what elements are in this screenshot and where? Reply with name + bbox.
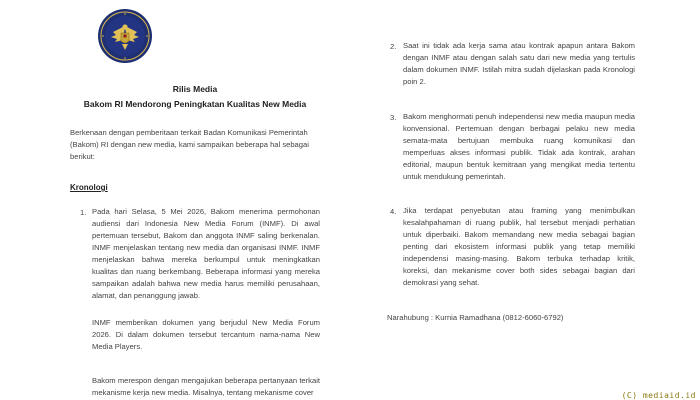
contact-person: Narahubung : Kurnia Ramadhana (0812-6060-6792) <box>387 313 564 322</box>
list-number-1: 1. <box>80 208 87 217</box>
kronologi-heading: Kronologi <box>70 183 108 192</box>
list-number-3: 3. <box>390 113 397 122</box>
kronologi-item-2-paragraph: Saat ini tidak ada kerja sama atau kontrak apapun antara Bakom dengan INMF atau dengan salah satu dari new media yang tertulis dalam dokumen INMF. Istilah mitra sudah dijelaskan pada Kronologi poin 2. <box>403 41 635 86</box>
list-number-2: 2. <box>390 42 397 51</box>
intro-paragraph: Berkenaan dengan pemberitaan terkait Badan Komunikasi Pemerintah (Bakom) RI dengan new media, kami sampaikan beberapa hal sebagai berikut: <box>70 128 309 161</box>
watermark: (C) mediaid.id <box>621 391 696 400</box>
kronologi-item-1-paragraph-2: INMF memberikan dokumen yang berjudul New Media Forum 2026. Di dalam dokumen tersebut tercantum nama-nama New Media Players. <box>92 318 320 351</box>
garuda-emblem-logo <box>97 8 153 64</box>
release-subtitle: Bakom RI Mendorong Peningkatan Kualitas New Media <box>83 99 307 109</box>
kronologi-item-4-paragraph: Jika terdapat penyebutan atau framing yang menimbulkan kesalahpahaman di ruang publik, hal tersebut menjadi perhatian untuk diperbaiki. Bakom memandang new media sebagai bagian penting dari ekosistem informasi publik yang tetap memiliki independensi masing-masing. Bakom terbuka terhadap kritik, koreksi, dan mekanisme cover both sides sebagai bagian dari demokrasi yang sehat. <box>403 206 635 287</box>
kronologi-item-1-paragraph-3: Bakom merespon dengan mengajukan beberapa pertanyaan terkait mekanisme kerja new media. Misalnya, tentang mekanisme cover <box>92 376 320 397</box>
kronologi-item-3-paragraph: Bakom menghormati penuh independensi new media maupun media konvensional. Pertemuan dengan berbagai pelaku new media semata-mata bertujuan membuka ruang komunikasi dan memperluas akses informasi publik. Tidak ada kontrak, arahan editorial, maupun bentuk kemitraan yang mengikat media tertentu untuk mendukung pemerintah. <box>403 112 635 181</box>
release-title: Rilis Media <box>172 84 218 94</box>
list-number-4: 4. <box>390 207 397 216</box>
kronologi-item-1-paragraph-1: Pada hari Selasa, 5 Mei 2026, Bakom menerima permohonan audiensi dari Indonesia New Media Forum (INMF). Di awal pertemuan tersebut, Bakom dan anggota INMF saling berkenalan. INMF menjelaskan tentang new media dan organisasi INMF. INMF menjelaskan bahwa mereka berkumpul untuk meningkatkan kualitas dan ruang berkembang. Beberapa informasi yang mereka sampaikan adalah bahwa new media harus memiliki perusahaan, alamat, dan penanggung jawab. <box>92 207 320 300</box>
